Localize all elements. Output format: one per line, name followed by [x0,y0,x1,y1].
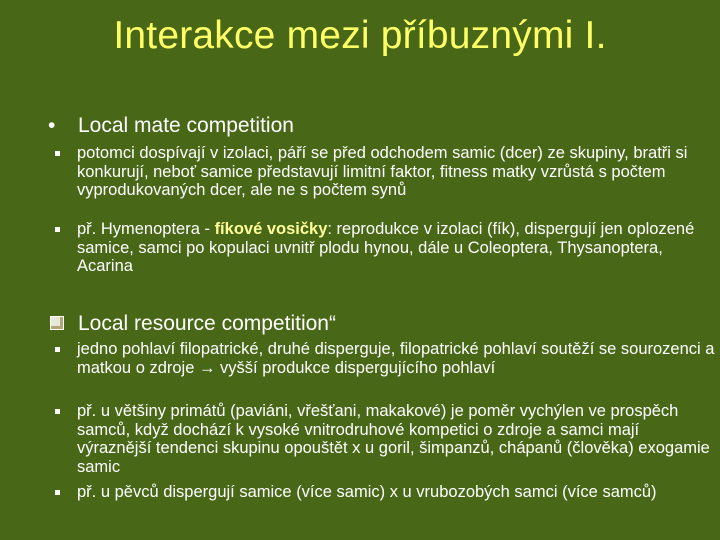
slide: Interakce mezi příbuznými I. • Local mate competition potomci dospívají v izolaci, páří se před odchodem samic (dcer) ze skupiny, bratři si konkurují, neboť samice představují limitní faktor, fitness matky vzrůstá s počtem vyprodukovaných dcer, ale ne s počtem synů př. Hymenoptera - fíkové vosičky: reprodukce v izolaci (fík), dispergují jen oplozené samice, samci po kopulaci uvnitř plodu hynou, dále u Coleoptera, Thysanoptera, Acarina Local resource competition“ jedno pohlaví filopatrické, druhé disperguje, filopatrické pohlaví soutěží se sourozenci a matkou o zdroje → vyšší produkce dispergujícího pohlaví př. u většiny primátů (paviáni, vřešťani, makakové) je poměr vychýlen ve prospěch samců, když dochází k vysoké vnitrodruhové kompetici o zdroje a samci mají výraznější tendenci skupinu opouštět x u goril, šimpanzů, chápanů (člověka) exogamie samic př. u pěvců dispergují samice (více samic) x u vrubozobých samci (více samců) [0,0,720,540]
list-item: př. u většiny primátů (paviáni, vřešťani, makakové) je poměr vychýlen ve prospěch samců, když dochází k vysoké vnitrodruhové kompetici o zdroje a samci mají výraznější tendenci skupinu opouštět x u goril, šimpanzů, chápanů (člověka) exogamie samic [55,402,715,478]
square-bullet-icon [55,151,60,156]
square-bullet-icon [55,227,60,232]
list-item: př. u pěvců dispergují samice (více samic) x u vrubozobých samci (více samců) [55,483,715,523]
list-item: jedno pohlaví filopatrické, druhé disperguje, filopatrické pohlaví soutěží se sourozenci a matkou o zdroje → vyšší produkce dispergujícího pohlaví [55,340,715,396]
bullet-dot-icon: • [48,114,56,137]
list-item: př. Hymenoptera - fíkové vosičky: reprodukce v izolaci (fík), dispergují jen oplozené samice, samci po kopulaci uvnitř plodu hynou, dále u Coleoptera, Thysanoptera, Acarina [55,220,715,280]
slide-title: Interakce mezi příbuznými I. [113,14,607,57]
square-bullet-icon [55,490,60,495]
square-bullet-icon [50,316,64,330]
list-item: potomci dospívají v izolaci, páří se před odchodem samic (dcer) ze skupiny, bratři si konkurují, neboť samice představují limitní faktor, fitness matky vzrůstá s počtem vyprodukovaných dcer, ale ne s počtem synů [55,144,715,220]
highlight-term: fíkové vosičky [214,220,328,238]
square-bullet-icon [55,347,60,352]
square-bullet-icon [55,409,60,414]
